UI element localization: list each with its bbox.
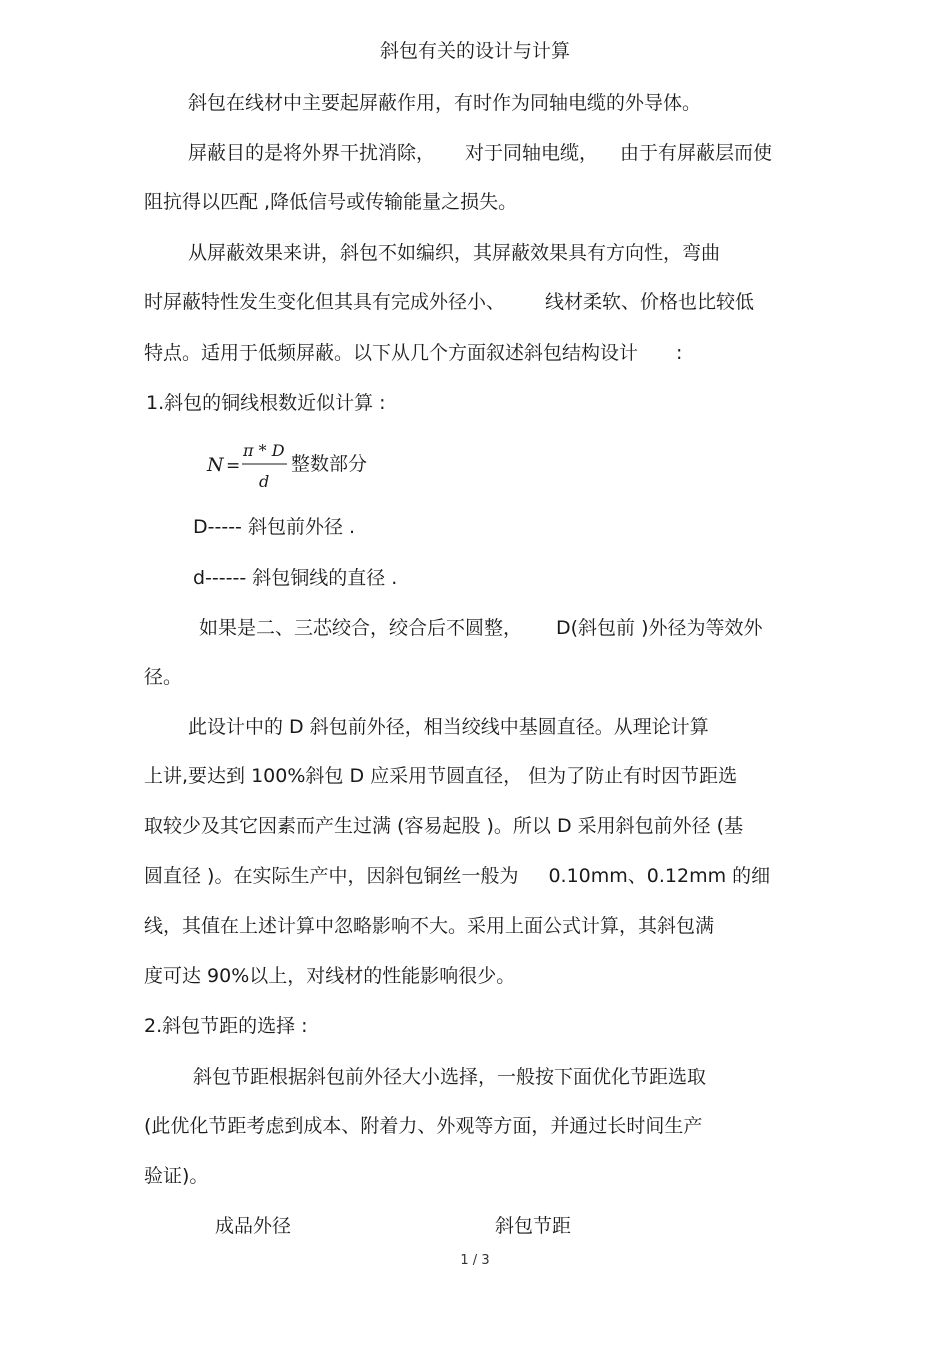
text-segment: :: [676, 342, 683, 364]
paragraph-line: [144, 340, 682, 366]
paragraph-line: 线，其值在上述计算中忽略影响不大。采用上面公式计算，其斜包满: [144, 915, 715, 937]
section-heading-1: 1.斜包的铜线根数近似计算 :: [146, 392, 386, 414]
table-header-outer-diameter: 成品外径: [215, 1215, 292, 1237]
paragraph-line: 斜包节距根据斜包前外径大小选择，一般按下面优化节距选取: [193, 1066, 707, 1088]
definition-D: D----- 斜包前外径 .: [193, 516, 356, 538]
text-segment: 圆直径 )。在实际生产中，因斜包铜丝一般为: [144, 865, 519, 887]
text-segment: 时屏蔽特性发生变化但其具有完成外径小、: [144, 291, 506, 313]
text-segment: 由于有屏蔽层而使: [620, 142, 773, 164]
paragraph-line: 此设计中的 D 斜包前外径，相当绞线中基圆直径。从理论计算: [188, 716, 709, 738]
paragraph-line: [199, 615, 763, 641]
paragraph-line: 取较少及其它因素而产生过满 (容易起股 )。所以 D 采用斜包前外径 (基: [144, 815, 744, 837]
formula-numerator: π * D: [243, 441, 285, 460]
text-segment: 如果是二、三芯绞合，绞合后不圆整，: [199, 617, 523, 639]
formula-block: [205, 438, 367, 494]
paragraph-line: [188, 140, 772, 166]
paragraph-line: 度可达 90%以上，对线材的性能影响很少。: [144, 965, 516, 987]
paragraph-line: [144, 863, 770, 889]
formula-label: 整数部分: [291, 452, 368, 475]
text-segment: 特点。适用于低频屏蔽。以下从几个方面叙述斜包结构设计: [144, 342, 639, 364]
document-title: 斜包有关的设计与计算: [379, 40, 570, 62]
definition-d: d------ 斜包铜线的直径 .: [193, 567, 398, 589]
text-segment: 屏蔽目的是将外界干扰消除，: [188, 142, 436, 164]
text-segment: 对于同轴电缆，: [465, 142, 599, 164]
paragraph-line: 径。: [144, 666, 183, 688]
text-segment: D(斜包前 )外径为等效外: [556, 617, 763, 639]
formula-lhs: N: [207, 454, 224, 476]
fraction-formula: [205, 438, 289, 494]
text-segment: 线材柔软、价格也比较低: [545, 291, 755, 313]
paragraph-line: 验证)。: [144, 1165, 209, 1187]
paragraph-line: 从屏蔽效果来讲，斜包不如编织，其屏蔽效果具有方向性，弯曲: [188, 242, 721, 264]
formula-denominator: d: [259, 472, 270, 491]
paragraph-line: 阻抗得以匹配 ,降低信号或传输能量之损失。: [144, 191, 518, 213]
paragraph-line: (此优化节距考虑到成本、附着力、外观等方面，并通过长时间生产: [144, 1115, 703, 1137]
table-header-pitch: 斜包节距: [495, 1215, 572, 1237]
paragraph-line: 斜包在线材中主要起屏蔽作用，有时作为同轴电缆的外导体。: [188, 92, 702, 114]
section-heading-2: 2.斜包节距的选择 :: [144, 1015, 308, 1037]
formula-equals: =: [226, 456, 241, 476]
paragraph-line: 上讲,要达到 100%斜包 D 应采用节圆直径， 但为了防止有时因节距选: [144, 765, 738, 787]
paragraph-line: [144, 289, 754, 315]
text-segment: 0.10mm、0.12mm 的细: [548, 865, 771, 887]
page-number: 1 / 3: [460, 1253, 490, 1268]
